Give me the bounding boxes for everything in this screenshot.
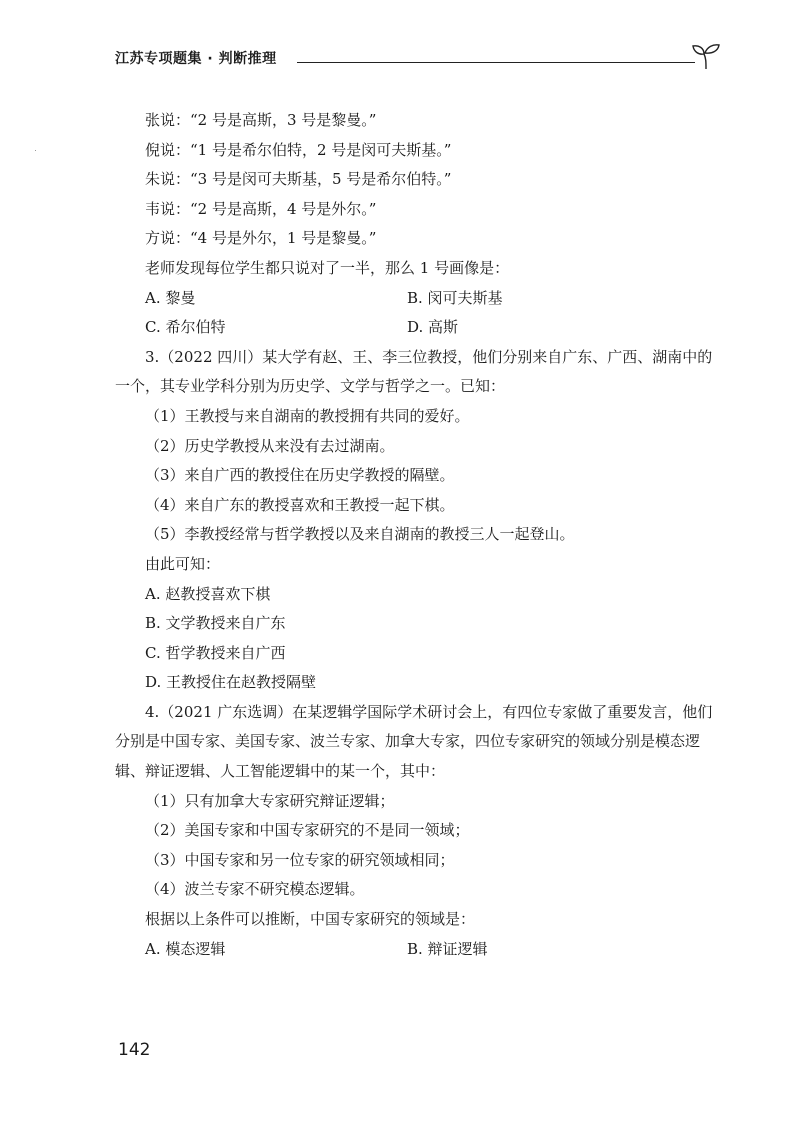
q4-option-a: A. 模态逻辑 (145, 939, 226, 958)
q3-condition-2: （2）历史学教授从来没有去过湖南。 (145, 436, 395, 455)
q2-question: 老师发现每位学生都只说对了一半，那么 1 号画像是： (145, 258, 510, 277)
q3-option-d: D. 王教授住在赵教授隔壁 (145, 673, 317, 692)
q3-intro: 3.（2022 四川）某大学有赵、王、李三位教授，他们分别来自广东、广西、湖南中的一个，其专业学科分别为历史学、文学与哲学之一。已知： (115, 347, 713, 396)
q3-condition-4: （4）来自广东的教授喜欢和王教授一起下棋。 (145, 495, 455, 514)
q4-option-b: B. 辩证逻辑 (407, 939, 488, 958)
header-rule (297, 62, 695, 63)
header-title: 江苏专项题集 · 判断推理 (115, 51, 277, 67)
q2-statement-zhang: 张说：“2 号是高斯，3 号是黎曼。” (145, 111, 377, 129)
q2-option-b: B. 闵可夫斯基 (407, 288, 503, 307)
q3-option-a: A. 赵教授喜欢下棋 (145, 584, 271, 603)
q4-condition-1: （1）只有加拿大专家研究辩证逻辑； (145, 791, 395, 810)
q2-option-c: C. 希尔伯特 (145, 318, 226, 337)
q4-condition-3: （3）中国专家和另一位专家的研究领域相同； (145, 850, 455, 869)
q4-question: 根据以上条件可以推断，中国专家研究的领域是： (145, 910, 476, 929)
page-number: 142 (118, 1040, 151, 1060)
q2-option-a: A. 黎曼 (145, 288, 196, 307)
page-content (115, 106, 725, 964)
q3-condition-1: （1）王教授与来自湖南的教授拥有共同的爱好。 (145, 406, 470, 425)
q2-statement-zhu: 朱说：“3 号是闵可夫斯基，5 号是希尔伯特。” (145, 170, 452, 189)
q2-statement-ni: 倪说：“1 号是希尔伯特，2 号是闵可夫斯基。” (145, 140, 452, 159)
q4-condition-2: （2）美国专家和中国专家研究的不是同一领域； (145, 821, 470, 840)
q2-options-row-2 (145, 313, 725, 343)
q4-intro: 4.（2021 广东选调）在某逻辑学国际学术研讨会上，有四位专家做了重要发言，他们分别是中国专家、美国专家、波兰专家、加拿大专家，四位专家研究的领域分别是模态逻辑、辩证逻辑、人工智能逻辑中的某一个，其中： (115, 702, 713, 781)
q2-statement-fang: 方说：“4 号是外尔，1 号是黎曼。” (145, 229, 377, 248)
q4-options-row-1 (145, 935, 725, 965)
q3-option-b: B. 文学教授来自广东 (145, 614, 286, 633)
running-header (115, 48, 725, 78)
q4-condition-4: （4）波兰专家不研究模态逻辑。 (145, 880, 365, 899)
q2-options-row-1 (145, 284, 725, 314)
q3-condition-5: （5）李教授经常与哲学教授以及来自湖南的教授三人一起登山。 (145, 525, 575, 544)
q3-question: 由此可知： (145, 554, 221, 573)
q2-option-d: D. 高斯 (407, 318, 459, 337)
scan-speck (35, 150, 36, 151)
q2-statement-wei: 韦说：“2 号是高斯，4 号是外尔。” (145, 199, 377, 218)
q3-option-c: C. 哲学教授来自广西 (145, 643, 286, 662)
q3-condition-3: （3）来自广西的教授住在历史学教授的隔壁。 (145, 466, 455, 485)
sprout-icon (689, 40, 723, 70)
